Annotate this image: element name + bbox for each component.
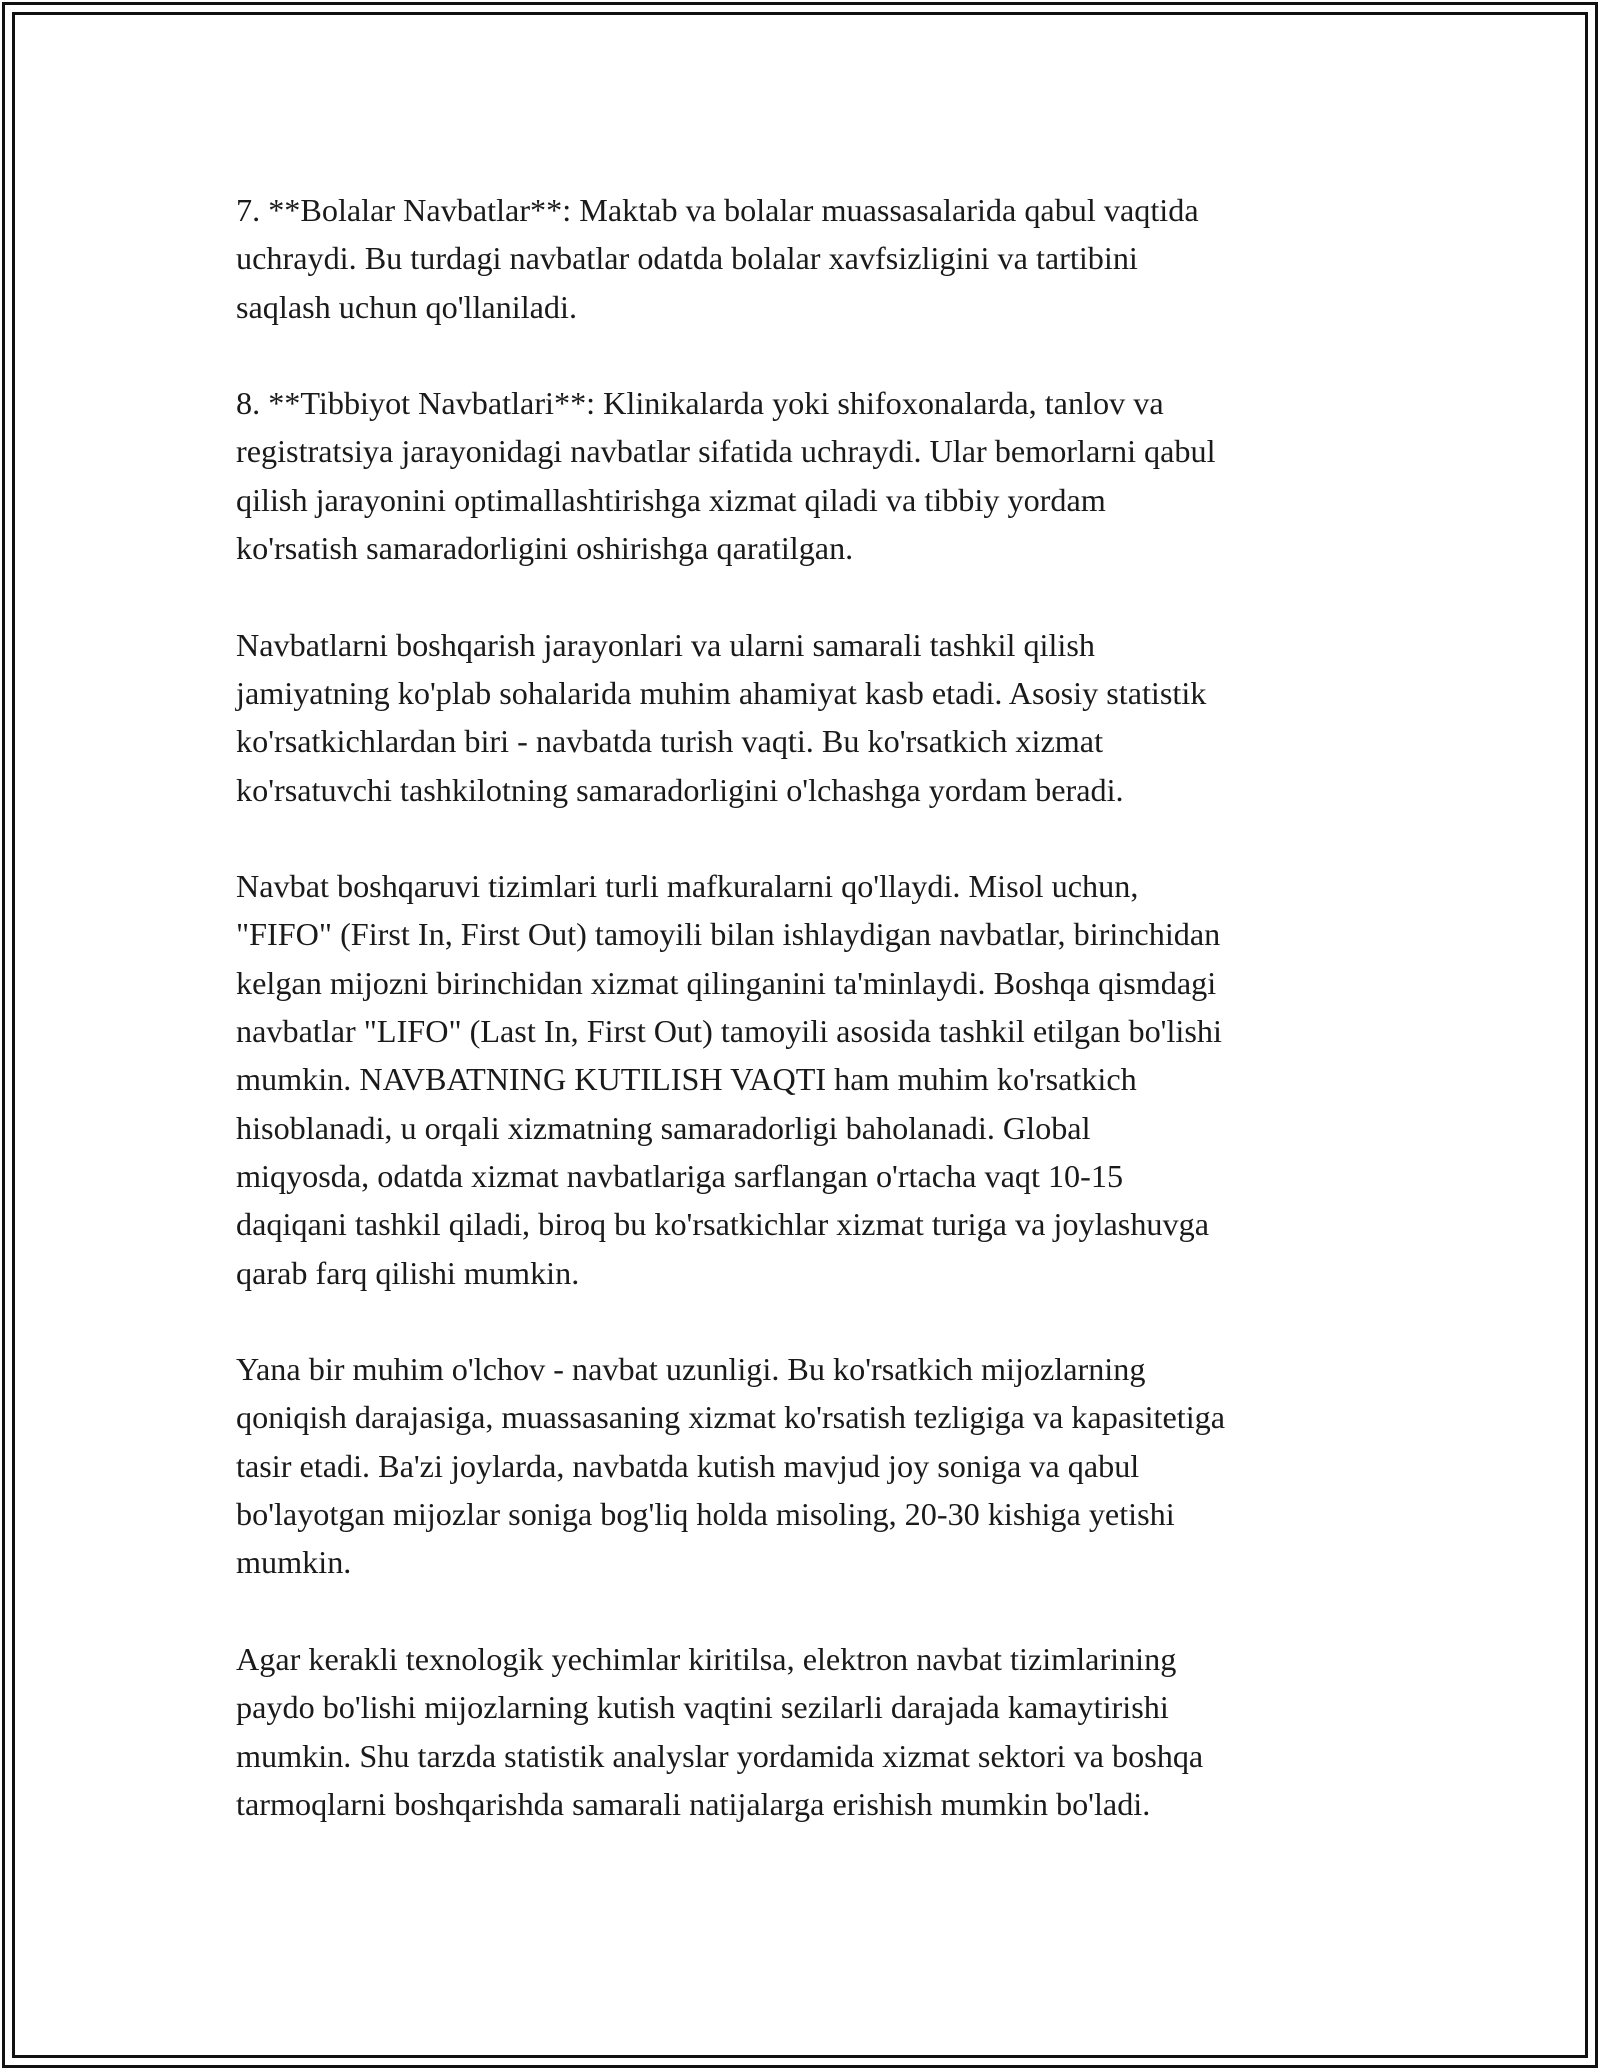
paragraph-queue-length: Yana bir muhim o'lchov - navbat uzunligi. Bu ko'rsatkich mijozlarning qoniqish darajasiga, muassasaning xizmat ko'rsatish tezligiga va kapasitetiga tasir etadi. Ba'zi joylarda, navbatda kutish mavjud joy soniga va qabul bo'layotgan mijozlar soniga bog'liq holda misoling, 20-30 kishiga yetishi mumkin. [236, 1351, 1226, 1581]
paragraph-electronic-queues: Agar kerakli texnologik yechimlar kiritilsa, elektron navbat tizimlarining paydo bo'lishi mijozlarning kutish vaqtini sezilarli darajada kamaytirishi mumkin. Shu tarzda statistik analyslar yordamida xizmat sektori va boshqa tarmoqlarni boshqarishda samarali natijalarga erishish mumkin bo'ladi. [236, 1640, 1204, 1822]
paragraph-queue-systems: Navbat boshqaruvi tizimlari turli mafkuralarni qo'llaydi. Misol uchun, "FIFO" (First In, First Out) tamoyili bilan ishlaydigan navbatlar, birinchidan kelgan mijozni birinchidan xizmat qilinganini ta'minlaydi. Boshqa qismdagi navbatlar "LIFO" (Last In, First Out) tamoyili asosida tashkil etilgan bo'lishi mumkin. NAVBATNING KUTILISH VAQTI ham muhim ko'rsatkich hisoblanadi, u orqali xizmatning samaradorligi baholanadi. Global miqyosda, odatda xizmat navbatlariga sarflangan o'rtacha vaqt 10-15 daqiqani tashkil qiladi, biroq bu ko'rsatkichlar xizmat turiga va joylashuvga qarab farq qilishi mumkin. [236, 868, 1222, 1291]
paragraph-children-queues: 7. **Bolalar Navbatlar**: Maktab va bolalar muassasalarida qabul vaqtida uchraydi. Bu turdagi navbatlar odatda bolalar xavfsizligini va tartibini saqlash uchun qo'llaniladi. [236, 192, 1199, 325]
paragraph-queue-management: Navbatlarni boshqarish jarayonlari va ularni samarali tashkil qilish jamiyatning ko'plab sohalarida muhim ahamiyat kasb etadi. Asosiy statistik ko'rsatkichlardan biri - navbatda turish vaqti. Bu ko'rsatkich xizmat ko'rsatuvchi tashkilotning samaradorligini o'lchashga yordam beradi. [236, 626, 1207, 808]
paragraph-medical-queues: 8. **Tibbiyot Navbatlari**: Klinikalarda yoki shifoxonalarda, tanlov va registratsiya jarayonidagi navbatlar sifatida uchraydi. Ular bemorlarni qabul qilish jarayonini optimallashtirishga xizmat qiladi va tibbiy yordam ko'rsatish samaradorligini oshirishga qaratilgan. [236, 385, 1216, 567]
document-body [236, 186, 1366, 1876]
